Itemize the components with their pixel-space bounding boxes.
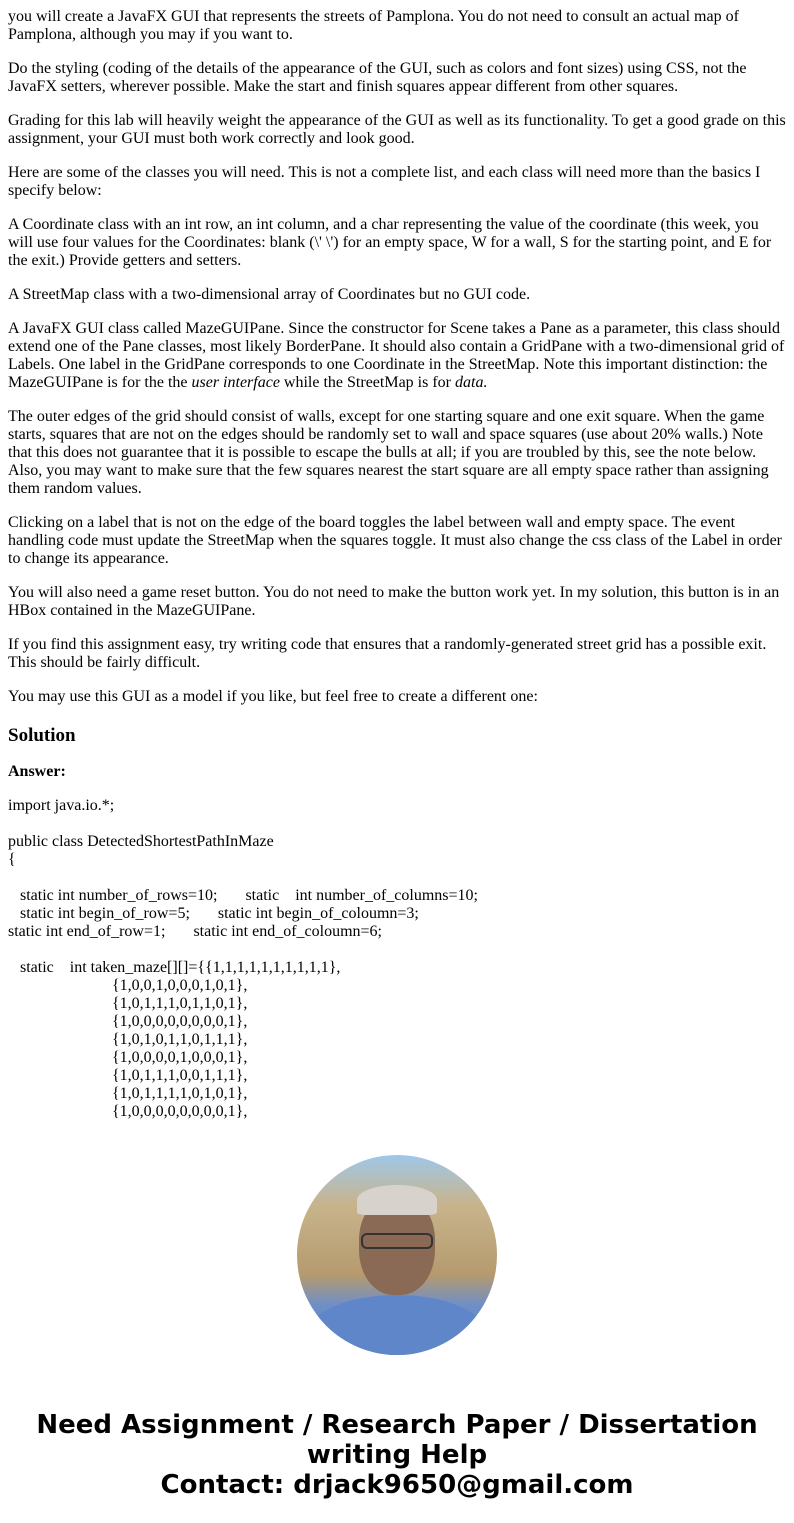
code-line: import java.io.*; <box>8 797 115 814</box>
paragraph: The outer edges of the grid should consist of walls, except for one starting square and one exit square. When the game starts, squares that are not on the edges should be randomly set to wall and space squares (use about 20% walls.) Note that this does not guarantee that it is possible to escape the bulls at all; if you are troubled by this, see the note below. Also, you may want to make sure that the few squares nearest the start square are all empty space rather than assigning them random values. <box>8 408 769 497</box>
paragraph: Here are some of the classes you will need. This is not a complete list, and each class will need more than the basics I specify below: <box>8 164 761 199</box>
paragraph: Do the styling (coding of the details of the appearance of the GUI, such as colors and font sizes) using CSS, not the JavaFX setters, wherever possible. Make the start and finish squares appear different from other squares. <box>8 60 747 95</box>
paragraph: If you find this assignment easy, try writing code that ensures that a randomly-generated street grid has a possible exit. This should be fairly difficult. <box>8 636 767 671</box>
question-text <box>8 8 786 706</box>
code-line: {1,0,1,0,1,1,0,1,1,1}, <box>8 1031 248 1048</box>
contact-line: Contact: drjack9650@gmail.com <box>160 1470 634 1500</box>
code-line: static int begin_of_row=5; static int begin_of_coloumn=3; <box>8 905 419 922</box>
tutor-avatar <box>297 1155 497 1355</box>
text: while the StreetMap is for <box>279 374 455 391</box>
code-line: {1,0,0,0,0,1,0,0,0,1}, <box>8 1049 248 1066</box>
paragraph: You will also need a game reset button. You do not need to make the button work yet. In my solution, this button is in an HBox contained in the MazeGUIPane. <box>8 584 780 619</box>
paragraph: you will create a JavaFX GUI that represents the streets of Pamplona. You do not need to consult an actual map of Pamplona, although you may if you want to. <box>8 8 739 43</box>
code-line: { <box>8 851 16 868</box>
paragraph: Grading for this lab will heavily weight the appearance of the GUI as well as its functionality. To get a good grade on this assignment, your GUI must both work correctly and look good. <box>8 112 786 147</box>
code-line <box>8 815 786 833</box>
code-line <box>8 941 786 959</box>
code-line <box>8 869 786 887</box>
code-line: {1,0,0,0,0,0,0,0,0,1}, <box>8 1013 248 1030</box>
emphasis: user interface <box>191 374 280 391</box>
solution-heading: Solution <box>8 725 76 746</box>
code-block <box>8 797 786 1121</box>
code-line: {1,0,1,1,1,0,0,1,1,1}, <box>8 1067 248 1084</box>
code-line: static int end_of_row=1; static int end_of_coloumn=6; <box>8 923 382 940</box>
code-line: {1,0,1,1,1,1,0,1,0,1}, <box>8 1085 248 1102</box>
code-line: public class DetectedShortestPathInMaze <box>8 833 274 850</box>
code-line: static int taken_maze[][]={{1,1,1,1,1,1,1,1,1,1}, <box>8 959 341 976</box>
code-line: {1,0,1,1,1,0,1,1,0,1}, <box>8 995 248 1012</box>
answer-label: Answer: <box>8 763 66 780</box>
code-line: static int number_of_rows=10; static int number_of_columns=10; <box>8 887 478 904</box>
promo-line: Need Assignment / Research Paper / Dissertation writing Help <box>36 1410 758 1470</box>
paragraph: Clicking on a label that is not on the edge of the board toggles the label between wall and empty space. The event handling code must update the StreetMap when the squares toggle. It must also change the css class of the Label in order to change its appearance. <box>8 514 783 567</box>
paragraph: A StreetMap class with a two-dimensional array of Coordinates but no GUI code. <box>8 286 531 303</box>
paragraph <box>8 320 786 392</box>
promo-footer <box>8 1410 786 1500</box>
paragraph: You may use this GUI as a model if you like, but feel free to create a different one: <box>8 688 538 705</box>
code-line: {1,0,0,1,0,0,0,1,0,1}, <box>8 977 248 994</box>
text: A JavaFX GUI class called MazeGUIPane. Since the constructor for Scene takes a Pane as a parameter, this class should extend one of the Pane classes, most likely BorderPane. It should also contain a GridPane with a two-dimensional grid of Labels. One label in the GridPane corresponds to one Coordinate in the StreetMap. Note this important distinction: the MazeGUIPane is for the the <box>8 320 785 391</box>
code-line: {1,0,0,0,0,0,0,0,0,1}, <box>8 1103 248 1120</box>
emphasis: data. <box>455 374 488 391</box>
paragraph: A Coordinate class with an int row, an int column, and a char representing the value of the coordinate (this week, you will use four values for the Coordinates: blank (\' \') for an empty space, W for a wall, S for the starting point, and E for the exit.) Provide getters and setters. <box>8 216 772 269</box>
